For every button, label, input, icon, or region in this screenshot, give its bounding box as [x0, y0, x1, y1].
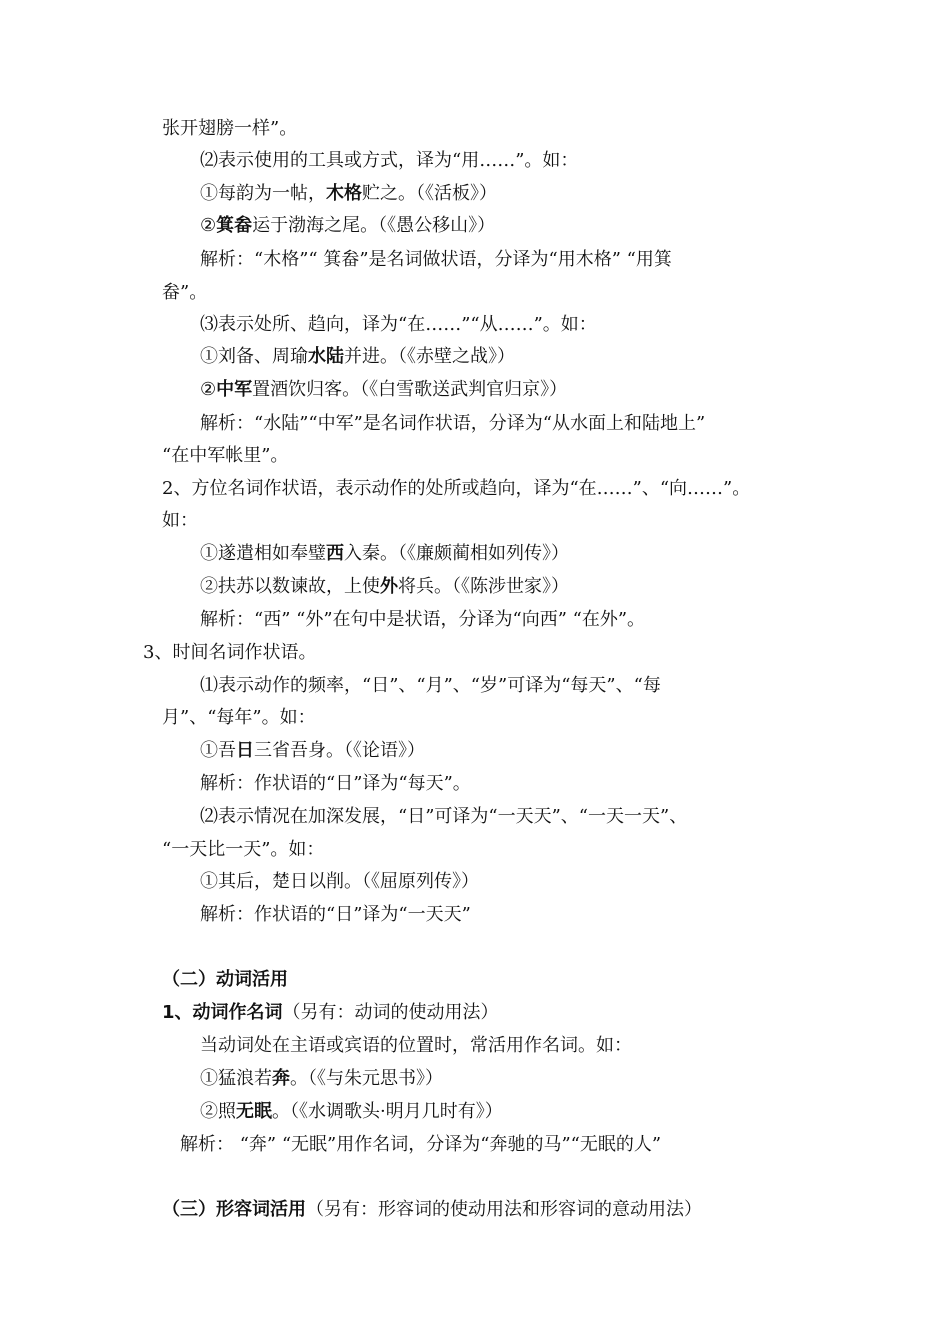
example-source: 运于渤海之尾。（《愚公移山》）	[252, 215, 496, 236]
analysis-line: 解析：“西” “外”在句中是状语，分译为“向西” “在外”。	[200, 609, 646, 630]
example-source: 将兵。（《陈涉世家》）	[398, 576, 569, 597]
analysis-line: 解析： “奔” “无眠”用作名词，分译为“奔驰的马”“无眠的人”	[180, 1134, 662, 1155]
example-line	[200, 345, 515, 369]
analysis-line: 解析：“木格”“ 箕畚”是名词做状语，分译为“用木格” “用箕	[200, 249, 672, 270]
highlight-word: 无眠	[236, 1101, 272, 1122]
text-line: 张开翅膀一样”。	[162, 118, 298, 139]
section-heading-adjectives	[162, 1198, 702, 1222]
example-source: 置酒饮归客。（《白雪歌送武判官归京》）	[252, 379, 568, 400]
section-title: （三）形容词活用	[162, 1199, 306, 1220]
example-source: 。（《水调歌头·明月几时有》）	[272, 1101, 503, 1122]
example-text: ②	[200, 215, 217, 236]
example-text: ①每韵为一帖，	[200, 183, 326, 204]
text-line: “在中军帐里”。	[162, 445, 289, 466]
example-text: ①刘备、周瑜	[200, 346, 308, 367]
example-line	[200, 214, 495, 238]
text-line: 如：	[162, 510, 198, 531]
example-text: ①吾	[200, 740, 236, 761]
text-line: 当动词处在主语或宾语的位置时，常活用作名词。如：	[200, 1035, 632, 1056]
example-text: ②照	[200, 1101, 236, 1122]
highlight-word: 木格	[326, 183, 362, 204]
section-note: （另有：形容词的使动用法和形容词的意动用法）	[306, 1199, 702, 1220]
subsection-note: （另有：动词的使动用法）	[282, 1002, 499, 1023]
highlight-word: 外	[380, 576, 398, 597]
highlight-word: 奔	[272, 1068, 290, 1089]
example-line	[200, 542, 569, 566]
example-line: ①其后，楚日以削。（《屈原列传》）	[200, 871, 479, 892]
example-source: 入秦。（《廉颇蔺相如列传》）	[344, 543, 569, 564]
section-heading-verbs: （二）动词活用	[162, 969, 288, 990]
section-item-3: 3、时间名词作状语。	[143, 642, 317, 663]
highlight-word: 水陆	[308, 346, 344, 367]
example-line	[200, 575, 569, 599]
example-text: ①猛浪若	[200, 1068, 272, 1089]
highlight-word: 日	[236, 740, 254, 761]
example-source: 贮之。（《活板》）	[362, 183, 497, 204]
example-line	[200, 1100, 503, 1124]
text-line: “一天比一天”。如：	[162, 839, 325, 860]
text-line: ⑶表示处所、趋向，译为“在……”“从……”。如：	[200, 314, 597, 335]
highlight-word: 箕畚	[216, 215, 253, 236]
text-line: 畚”。	[162, 282, 208, 303]
analysis-line: 解析：作状语的“日”译为“一天天”	[200, 904, 471, 925]
example-source: 。（《与朱元思书》）	[290, 1068, 443, 1089]
example-text: ①遂遣相如奉璧	[200, 543, 326, 564]
example-line	[200, 739, 425, 763]
text-line: ⑵表示使用的工具或方式，译为“用……”。如：	[200, 150, 579, 171]
example-source: 三省吾身。（《论语》）	[254, 740, 425, 761]
text-line: ⑵表示情况在加深发展，“日”可译为“一天天”、“一天一天”、	[200, 806, 688, 827]
section-item-2: 2、方位名词作状语，表示动作的处所或趋向，译为“在……”、“向……”。	[162, 478, 751, 499]
highlight-word: 西	[326, 543, 344, 564]
example-line	[200, 182, 497, 206]
example-source: 并进。（《赤壁之战》）	[344, 346, 515, 367]
analysis-line: 解析：作状语的“日”译为“每天”。	[200, 773, 471, 794]
subsection-title: 1、动词作名词	[162, 1002, 283, 1023]
highlight-word: 中军	[216, 379, 253, 400]
example-line	[200, 378, 567, 402]
example-text: ②	[200, 379, 217, 400]
example-line	[200, 1067, 443, 1091]
text-line: 月”、“每年”。如：	[162, 707, 316, 728]
text-line: ⑴表示动作的频率，“日”、“月”、“岁”可译为“每天”、“每	[200, 675, 661, 696]
analysis-line: 解析：“水陆”“中军”是名词作状语，分译为“从水面上和陆地上”	[200, 413, 706, 434]
subsection-heading	[162, 1001, 499, 1025]
example-text: ②扶苏以数谏故，上使	[200, 576, 380, 597]
